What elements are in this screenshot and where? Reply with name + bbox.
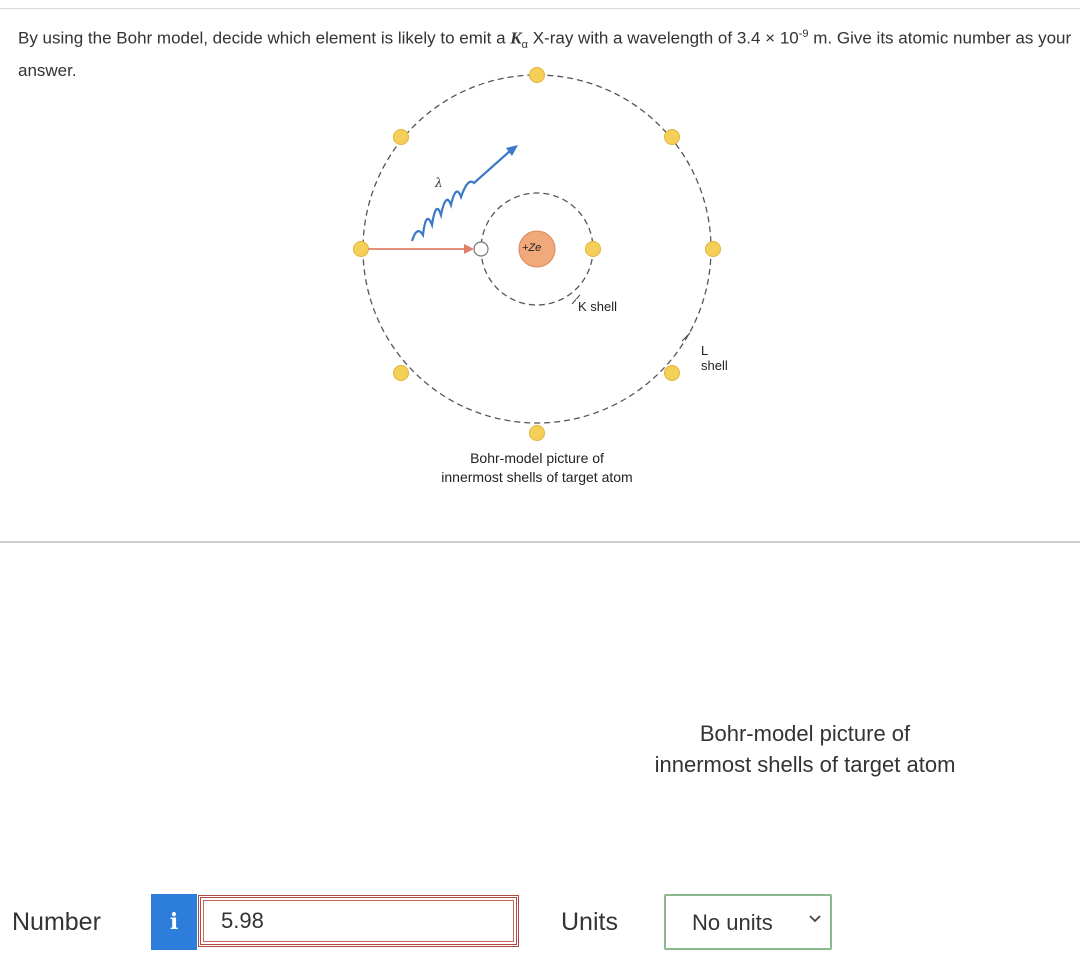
k-alpha-subscript: α xyxy=(521,39,528,52)
question-panel xyxy=(0,8,1080,543)
large-caption-line2: innermost shells of target atom xyxy=(654,752,956,777)
large-caption xyxy=(620,718,990,780)
diagram-caption xyxy=(422,449,652,487)
bohr-diagram-svg xyxy=(340,59,740,499)
units-select-value: No units xyxy=(692,910,773,935)
diagram-caption-line2: innermost shells of target atom xyxy=(441,469,633,485)
question-text-part3: m. Give its atomic number as your answer. xyxy=(18,28,1072,81)
chevron-down-icon xyxy=(808,914,822,924)
diagram-caption-line1: Bohr-model picture of xyxy=(470,450,604,466)
k-alpha-symbol: K xyxy=(510,28,522,48)
transition-arrow xyxy=(368,244,474,254)
l-shell-label: L shell xyxy=(699,343,740,373)
bohr-diagram xyxy=(340,59,740,499)
question-text-part1: By using the Bohr model, decide which element is likely to emit a xyxy=(18,28,511,48)
wavelength-exponent: -9 xyxy=(798,28,809,40)
k-shell-electron xyxy=(586,242,601,257)
large-caption-line1: Bohr-model picture of xyxy=(699,721,911,746)
wavelength-symbol: λ xyxy=(435,176,443,190)
k-shell-vacancy xyxy=(474,242,488,256)
answer-row xyxy=(0,890,1080,954)
units-label: Units xyxy=(561,908,618,936)
number-input[interactable] xyxy=(198,895,519,947)
nucleus-label: +Ze xyxy=(522,242,542,254)
question-text-part2: X-ray with a wavelength of 3.4 × 10 xyxy=(528,28,799,48)
number-label: Number xyxy=(12,908,101,936)
info-icon[interactable]: i xyxy=(151,894,197,950)
photon-wave xyxy=(412,145,518,241)
units-select[interactable] xyxy=(664,894,832,950)
k-shell-label: K shell xyxy=(578,299,618,314)
